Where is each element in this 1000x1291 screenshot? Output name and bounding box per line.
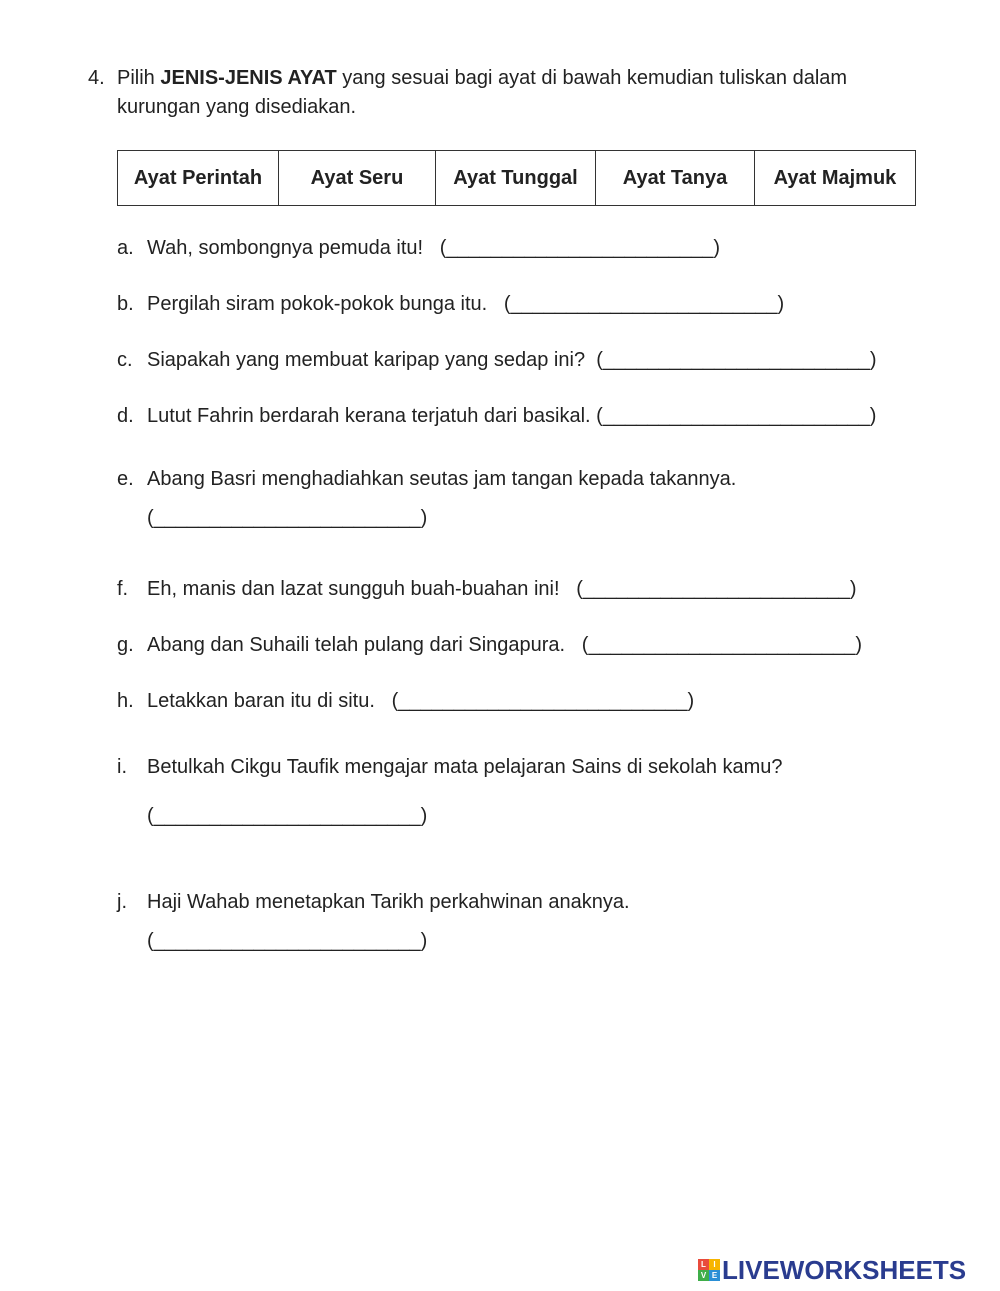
question-text-before: Pilih: [117, 67, 161, 89]
item-text: Haji Wahab menetapkan Tarikh perkahwinan anaknya.: [147, 891, 630, 913]
item-letter: f.: [117, 578, 129, 600]
item-f: [117, 577, 856, 601]
item-letter: j.: [117, 891, 127, 913]
logo-tile-i: I: [709, 1259, 720, 1270]
item-letter: d.: [117, 405, 134, 427]
item-letter: b.: [117, 293, 134, 315]
logo-tile-l: L: [698, 1259, 709, 1270]
brand-name: LIVEWORKSHEETS: [722, 1255, 967, 1285]
item-a: [117, 236, 720, 260]
item-d: [117, 404, 876, 428]
question-number: 4.: [88, 67, 105, 89]
answer-blank-c[interactable]: (________________________): [596, 349, 877, 371]
item-letter: c.: [117, 349, 133, 371]
item-g: [117, 633, 862, 657]
item-text: Eh, manis dan lazat sungguh buah-buahan ini!: [147, 578, 560, 600]
item-text: Abang dan Suhaili telah pulang dari Singapura.: [147, 634, 566, 656]
item-text: Abang Basri menghadiahkan seutas jam tangan kepada takannya.: [147, 468, 737, 490]
item-text: Pergilah siram pokok-pokok bunga itu.: [147, 293, 488, 315]
answer-blank-b[interactable]: (________________________): [503, 293, 785, 315]
question-text-after: yang sesuai bagi ayat di bawah kemudian tuliskan dalam kurungan yang disediakan.: [117, 67, 848, 118]
question-text: [117, 64, 928, 122]
question: [88, 64, 928, 122]
logo-tile-e: E: [709, 1270, 720, 1281]
option-ayat-tunggal: Ayat Tunggal: [436, 151, 596, 206]
question-text-bold: JENIS-JENIS AYAT: [160, 67, 337, 89]
item-letter: h.: [117, 690, 134, 712]
answer-blank-g[interactable]: (________________________): [581, 634, 863, 656]
answer-blank-d[interactable]: (________________________): [596, 405, 877, 427]
answer-blank-a[interactable]: (________________________): [439, 237, 721, 259]
item-h: [117, 689, 694, 713]
item-text: Lutut Fahrin berdarah kerana terjatuh dari basikal.: [147, 405, 591, 427]
item-letter: i.: [117, 756, 127, 778]
option-ayat-majmuk: Ayat Majmuk: [755, 151, 916, 206]
answer-blank-h[interactable]: (__________________________): [391, 690, 695, 712]
item-j: [117, 890, 630, 914]
option-ayat-seru: Ayat Seru: [279, 151, 436, 206]
logo-tile-v: V: [698, 1270, 709, 1281]
option-ayat-tanya: Ayat Tanya: [596, 151, 755, 206]
item-letter: g.: [117, 634, 134, 656]
item-text: Letakkan baran itu di situ.: [147, 690, 375, 712]
liveworksheets-brand: [698, 1255, 966, 1285]
item-e: [117, 467, 736, 491]
option-ayat-perintah: Ayat Perintah: [118, 151, 279, 206]
item-i: [117, 755, 783, 779]
item-text: Wah, sombongnya pemuda itu!: [147, 237, 424, 259]
options-table: [117, 150, 916, 206]
liveworksheets-logo-icon: [698, 1259, 720, 1281]
item-b: [117, 292, 784, 316]
item-text: Siapakah yang membuat karipap yang sedap ini?: [147, 349, 586, 371]
item-letter: a.: [117, 237, 134, 259]
answer-blank-f[interactable]: (________________________): [576, 578, 857, 600]
answer-blank-i[interactable]: (________________________): [147, 805, 428, 827]
item-letter: e.: [117, 468, 134, 490]
answer-blank-e[interactable]: (________________________): [147, 507, 428, 529]
answer-blank-j[interactable]: (________________________): [147, 930, 428, 952]
item-c: [117, 348, 876, 372]
item-text: Betulkah Cikgu Taufik mengajar mata pelajaran Sains di sekolah kamu?: [147, 756, 783, 778]
